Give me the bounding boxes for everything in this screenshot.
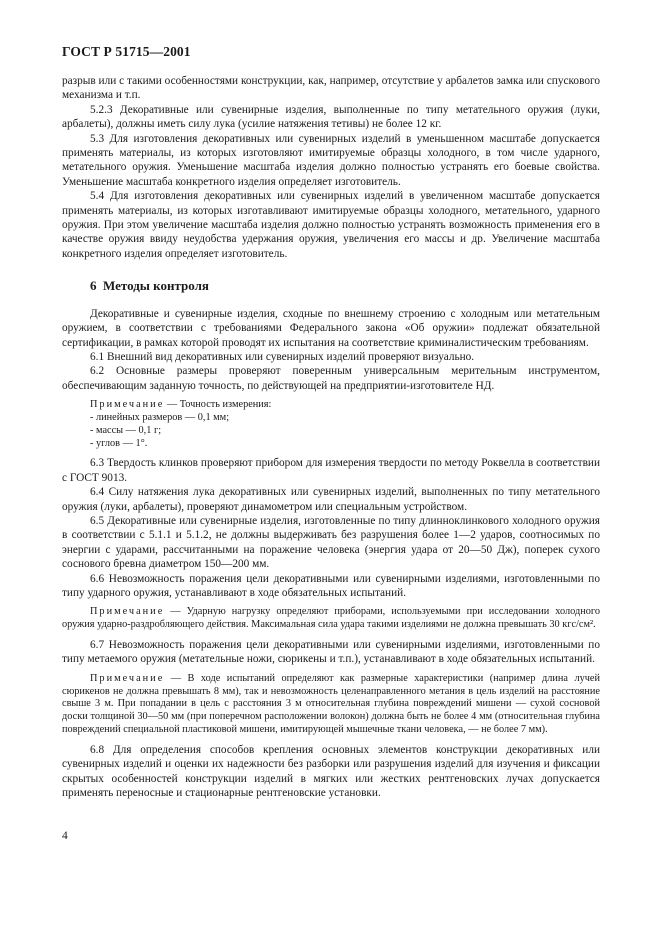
note-text: — Ударную нагрузку определяют приборами, используемыми при исследовании холодного оружия ударно-раздробляющего действия. Максимальная сила удара такими изделиями не должна превышать 30 кгс/см². bbox=[62, 606, 601, 631]
note bbox=[62, 399, 600, 412]
note-list bbox=[62, 412, 600, 450]
paragraph: 5.3 Для изготовления декоративных или сувенирных изделий в уменьшенном масштабе допускается применять материалы, из которых изготовляют имитируемые образцы холодного, в том числе ударного, метательного оружия. Уменьшение масштаба изделия должно полностью устранять его боевые свойства. Уменьшение масштаба конкретного изделия определяет изготовитель. bbox=[62, 132, 600, 188]
paragraph: Декоративные и сувенирные изделия, сходные по внешнему строению с холодным или метательным оружием, в соответствии с требованиями Федерального закона «Об оружии» подлежат обязательной сертификации, в рамках которой проводят их испытания на соответствие криминалистическим требованиям. bbox=[62, 307, 600, 349]
list-item: - линейных размеров — 0,1 мм; bbox=[90, 411, 230, 423]
paragraph: 6.4 Силу натяжения лука декоративных или сувенирных изделий, выполненных по типу метательного оружия (луки, арбалеты), проверяют динамометром или специальным устройством. bbox=[62, 486, 600, 513]
paragraph: 5.4 Для изготовления декоративных или сувенирных изделий в увеличенном масштабе допускается применять материалы, из которых изготавливают имитируемые образцы холодного, метательного, ударного оружия. При этом увеличение масштаба изделия должно полностью устранять возможность применения его в качестве оружия ввиду неудобства удержания оружия, увеличения его массы и др. Увеличение масштаба конкретного изделия определяет изготовитель. bbox=[62, 190, 600, 260]
list-item: - массы — 0,1 г; bbox=[90, 424, 162, 436]
note bbox=[62, 673, 600, 737]
note-label: Примечание bbox=[90, 606, 165, 618]
page-number: 4 bbox=[62, 830, 68, 842]
note-text: — Точность измерения: bbox=[166, 399, 272, 411]
paragraph: 6.1 Внешний вид декоративных или сувенирных изделий проверяют визуально. bbox=[90, 350, 475, 363]
note bbox=[62, 606, 600, 632]
section-heading bbox=[90, 279, 600, 293]
paragraph: 5.2.3 Декоративные или сувенирные изделия, выполненные по типу метательного оружия (луки, арбалеты), должны иметь силу лука (усилие натяжения тетивы) не более 12 кг. bbox=[62, 103, 600, 131]
note-text: — В ходе испытаний определяют как размерные характеристики (например длина лучей сюрикенов не должна превышать 8 мм), так и невозможность целенаправленного метания в цель изделий на расстояние свыше 3 м. При попадании в цель с расстояния 3 м относительная глубина повреждений мишени — сухой сосновой доски толщиной 30—50 мм (при поперечном расположении волокон) должна быть не более 4 мм (относительная глубина повреждений специальной пластиковой мишени, имитирующей мышечные ткани человека, — не более 7 мм). bbox=[62, 672, 601, 735]
section-title: Методы контроля bbox=[103, 278, 209, 294]
paragraph: 6.5 Декоративные или сувенирные изделия, изготовленные по типу длинноклинкового холодного оружия в соответствии с 5.1.1 и 5.1.2, не должны выдерживать без разрушения более 1—2 ударов, соотносимых по энергии с ударами, рассчитанными на поражение человека (энергия удара от 20—50 Дж), поперек сухого соснового бревна диаметром 150—200 мм. bbox=[62, 514, 600, 571]
paragraph: 6.8 Для определения способов крепления основных элементов конструкции декоративных или сувенирных изделий и оценки их надежности без разборки или разрушения изделий для изучения и фиксации скрытых особенностей конструкции изделий в мягких или жестких рентгеновских лучах допускается применять переносные и стационарные рентгеновские установки. bbox=[62, 743, 600, 799]
paragraph: 6.6 Невозможность поражения цели декоративными или сувенирными изделиями, изготовленными по типу ударного оружия, устанавливают в ходе обязательных испытаний. bbox=[62, 572, 600, 599]
note-label: Примечание bbox=[90, 672, 165, 684]
paragraph: 6.7 Невозможность поражения цели декоративными или сувенирными изделиями, изготовленными по типу метаемого оружия (метательные ножи, сюрикены и т.п.), устанавливают в ходе обязательных испытаний. bbox=[62, 638, 600, 666]
document-header: ГОСТ Р 51715—2001 bbox=[62, 44, 191, 59]
note-label: Примечание bbox=[90, 399, 165, 411]
paragraph: 6.2 Основные размеры проверяют поверенным универсальным мерительным инструментом, обеспечивающим заданную точность, по действующей на предприятии-изготовителе НД. bbox=[62, 365, 600, 392]
section-number: 6 bbox=[90, 278, 97, 294]
list-item: - углов — 1°. bbox=[90, 437, 148, 449]
document-body bbox=[62, 74, 600, 800]
paragraph: разрыв или с такими особенностями конструкции, как, например, отсутствие у арбалетов замка или спускового механизма и т.п. bbox=[62, 75, 600, 102]
paragraph: 6.3 Твердость клинков проверяют прибором для измерения твердости по методу Роквелла в соответствии с ГОСТ 9013. bbox=[62, 457, 600, 484]
